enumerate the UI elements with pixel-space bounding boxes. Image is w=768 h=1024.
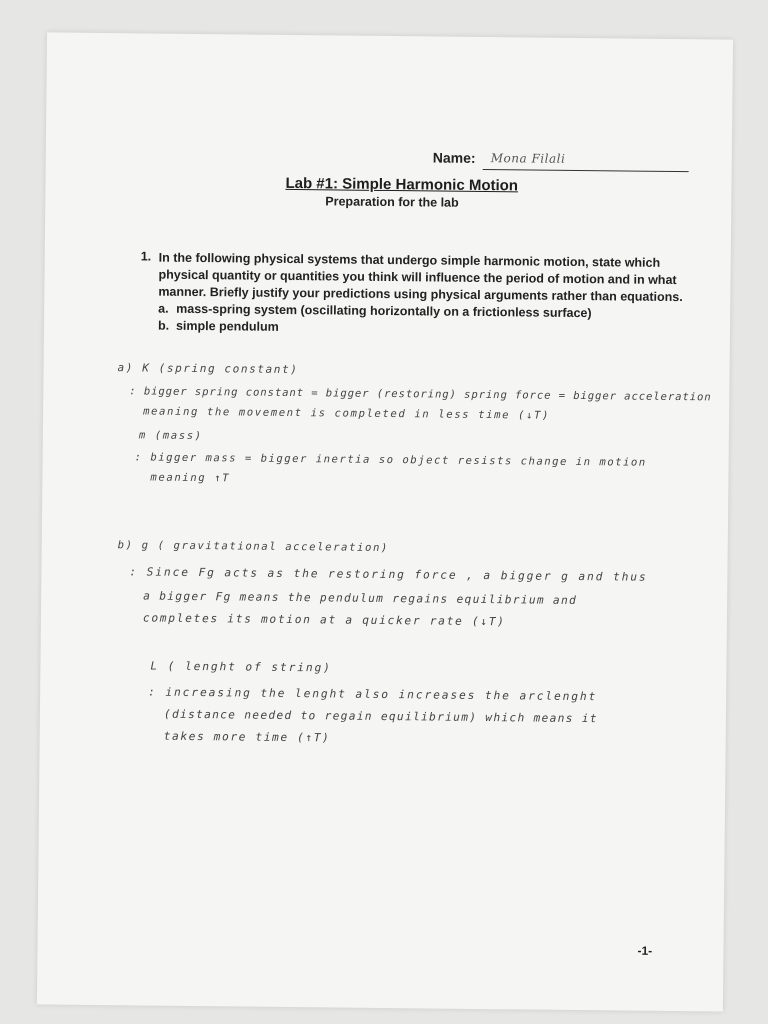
answer-a-k-line2: meaning the movement is completed in less time (↓T) bbox=[143, 405, 551, 422]
part-b-letter: b. bbox=[157, 318, 170, 333]
answer-a-k-heading: a) K (spring constant) bbox=[117, 361, 299, 377]
lab-title: Lab #1: Simple Harmonic Motion bbox=[285, 174, 519, 195]
part-b-text: simple pendulum bbox=[175, 318, 279, 334]
page-number: -1- bbox=[637, 943, 653, 958]
question-number: 1. bbox=[140, 249, 152, 264]
answer-b-l-line3: takes more time (↑T) bbox=[163, 729, 331, 745]
part-a-letter: a. bbox=[158, 301, 169, 316]
question-prompt: In the following physical systems that undergo simple harmonic motion, state which physical quantity or quantities you think will influence the period of motion and in what manner. Briefly justify your predictions using physical arguments rather than equations. bbox=[158, 250, 683, 305]
document-page bbox=[37, 32, 733, 1011]
answer-b-l-heading: L ( lenght of string) bbox=[150, 659, 332, 675]
answer-b-g-line3: completes its motion at a quicker rate (↓T) bbox=[142, 611, 506, 629]
handwritten-signature: Mona Filali bbox=[490, 151, 566, 166]
answer-a-m-heading: m (mass) bbox=[138, 429, 203, 443]
answer-a-k-line1: : bigger spring constant = bigger (restoring) spring force = bigger acceleration bbox=[129, 385, 712, 404]
answer-b-g-line2: a bigger Fg means the pendulum regains equilibrium and bbox=[143, 589, 578, 608]
name-underline bbox=[483, 169, 689, 172]
answer-b-g-heading: b) g ( gravitational acceleration) bbox=[117, 539, 390, 555]
answer-b-l-line2: (distance needed to regain equilibrium) which means it bbox=[163, 707, 598, 726]
lab-subtitle: Preparation for the lab bbox=[325, 194, 459, 210]
part-a-text: mass-spring system (oscillating horizontally on a frictionless surface) bbox=[176, 301, 592, 321]
answer-a-m-line2: meaning ↑T bbox=[150, 471, 231, 485]
question-text bbox=[158, 250, 689, 341]
answer-b-g-line1: : Since Fg acts as the restoring force , a bigger g and thus bbox=[129, 565, 648, 584]
answer-a-m-line1: : bigger mass = bigger inertia so object resists change in motion bbox=[134, 451, 647, 469]
name-label: Name: bbox=[432, 149, 476, 166]
answer-b-l-line1: : increasing the lenght also increases the arclenght bbox=[148, 685, 598, 704]
